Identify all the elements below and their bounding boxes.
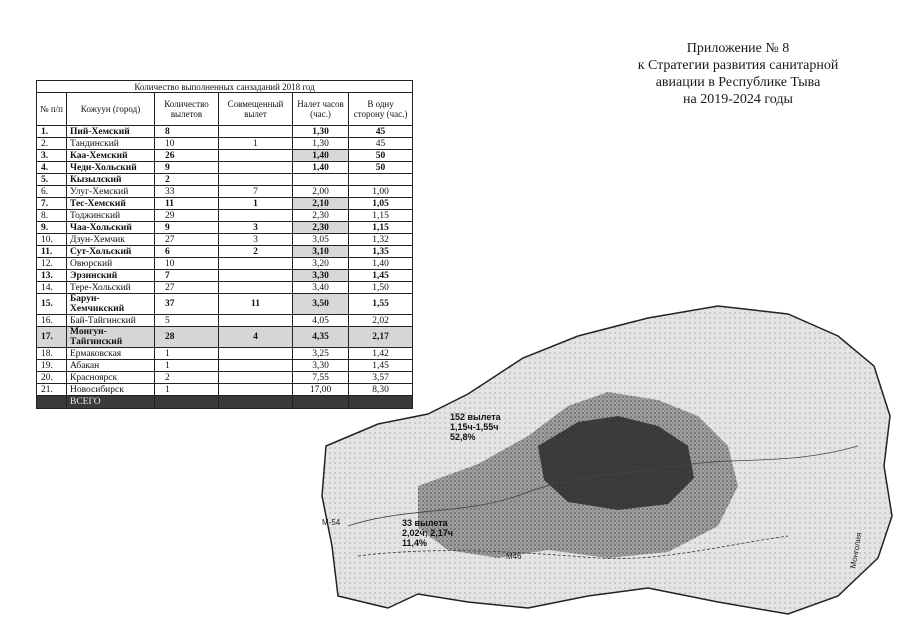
header-num: № п/п bbox=[37, 93, 67, 126]
row-district: Монгун-Тайгинский bbox=[67, 327, 155, 348]
header-one-way: В одну сторону (час.) bbox=[349, 93, 413, 126]
tuva-flight-map bbox=[318, 296, 898, 626]
table-row bbox=[37, 234, 413, 246]
table-row bbox=[37, 222, 413, 234]
row-number: 8. bbox=[37, 210, 67, 222]
row-hours: 1,30 bbox=[293, 126, 349, 138]
row-number: 14. bbox=[37, 282, 67, 294]
row-combined bbox=[219, 210, 293, 222]
table-row bbox=[37, 138, 413, 150]
row-combined bbox=[219, 348, 293, 360]
row-number: 3. bbox=[37, 150, 67, 162]
total-flights bbox=[155, 396, 219, 409]
header-district: Кожуун (город) bbox=[67, 93, 155, 126]
row-flights: 1 bbox=[155, 384, 219, 396]
row-hours: 1,40 bbox=[293, 150, 349, 162]
row-hours: 2,10 bbox=[293, 198, 349, 210]
table-row bbox=[37, 198, 413, 210]
row-one-way: 1,55 bbox=[349, 294, 413, 315]
table-row bbox=[37, 210, 413, 222]
row-hours: 2,30 bbox=[293, 222, 349, 234]
row-district: Кызылский bbox=[67, 174, 155, 186]
row-flights: 1 bbox=[155, 360, 219, 372]
table-row bbox=[37, 162, 413, 174]
row-flights: 6 bbox=[155, 246, 219, 258]
row-number: 20. bbox=[37, 372, 67, 384]
row-hours: 4,35 bbox=[293, 327, 349, 348]
row-district: Чеди-Хольский bbox=[67, 162, 155, 174]
row-number: 18. bbox=[37, 348, 67, 360]
map-drawing bbox=[318, 296, 898, 626]
total-number bbox=[37, 396, 67, 409]
row-number: 12. bbox=[37, 258, 67, 270]
row-flights: 5 bbox=[155, 315, 219, 327]
row-district: Сут-Хольский bbox=[67, 246, 155, 258]
row-flights: 26 bbox=[155, 150, 219, 162]
row-combined bbox=[219, 315, 293, 327]
row-combined: 2 bbox=[219, 246, 293, 258]
row-combined: 3 bbox=[219, 234, 293, 246]
row-combined bbox=[219, 174, 293, 186]
row-district: Чаа-Хольский bbox=[67, 222, 155, 234]
appendix-line-3: авиации в Республике Тыва bbox=[655, 75, 821, 90]
row-one-way: 1,42 bbox=[349, 348, 413, 360]
row-one-way: 1,35 bbox=[349, 246, 413, 258]
row-combined bbox=[219, 162, 293, 174]
row-one-way: 8,30 bbox=[349, 384, 413, 396]
row-district: Тоджинский bbox=[67, 210, 155, 222]
row-one-way: 45 bbox=[349, 138, 413, 150]
row-flights: 9 bbox=[155, 162, 219, 174]
row-number: 16. bbox=[37, 315, 67, 327]
row-combined: 1 bbox=[219, 198, 293, 210]
row-combined bbox=[219, 150, 293, 162]
row-one-way: 1,40 bbox=[349, 258, 413, 270]
row-district: Эрзинский bbox=[67, 270, 155, 282]
row-combined bbox=[219, 384, 293, 396]
row-district: Тес-Хемский bbox=[67, 198, 155, 210]
row-one-way: 2,02 bbox=[349, 315, 413, 327]
row-number: 17. bbox=[37, 327, 67, 348]
table-row bbox=[37, 150, 413, 162]
row-one-way: 50 bbox=[349, 162, 413, 174]
row-flights: 37 bbox=[155, 294, 219, 315]
table-row bbox=[37, 246, 413, 258]
row-hours: 3,40 bbox=[293, 282, 349, 294]
row-one-way: 50 bbox=[349, 150, 413, 162]
row-district: Барун-Хемчикский bbox=[67, 294, 155, 315]
row-one-way: 45 bbox=[349, 126, 413, 138]
row-hours: 2,00 bbox=[293, 186, 349, 198]
table-caption: Количество выполненных санзаданий 2018 год bbox=[37, 81, 413, 93]
row-one-way: 3,57 bbox=[349, 372, 413, 384]
row-hours: 3,05 bbox=[293, 234, 349, 246]
row-combined: 11 bbox=[219, 294, 293, 315]
row-combined bbox=[219, 270, 293, 282]
row-flights: 10 bbox=[155, 258, 219, 270]
road-label-south: М46 bbox=[506, 552, 522, 561]
row-hours: 4,05 bbox=[293, 315, 349, 327]
row-hours: 3,10 bbox=[293, 246, 349, 258]
appendix-heading bbox=[588, 40, 888, 108]
row-flights: 33 bbox=[155, 186, 219, 198]
row-one-way: 1,32 bbox=[349, 234, 413, 246]
row-number: 6. bbox=[37, 186, 67, 198]
row-district: Красноярск bbox=[67, 372, 155, 384]
row-district: Пий-Хемский bbox=[67, 126, 155, 138]
row-one-way bbox=[349, 174, 413, 186]
total-district: ВСЕГО bbox=[67, 396, 155, 409]
row-number: 7. bbox=[37, 198, 67, 210]
row-one-way: 1,45 bbox=[349, 360, 413, 372]
table-row bbox=[37, 258, 413, 270]
map-label-east-share: 52,8% bbox=[450, 432, 476, 442]
row-one-way: 2,17 bbox=[349, 327, 413, 348]
table-row bbox=[37, 174, 413, 186]
row-one-way: 1,00 bbox=[349, 186, 413, 198]
row-flights: 11 bbox=[155, 198, 219, 210]
row-number: 5. bbox=[37, 174, 67, 186]
map-label-east bbox=[450, 412, 501, 442]
country-label: Монголия bbox=[848, 531, 864, 570]
row-one-way: 1,45 bbox=[349, 270, 413, 282]
row-number: 1. bbox=[37, 126, 67, 138]
table-row bbox=[37, 270, 413, 282]
row-combined: 1 bbox=[219, 138, 293, 150]
row-one-way: 1,15 bbox=[349, 222, 413, 234]
row-hours: 3,25 bbox=[293, 348, 349, 360]
row-combined bbox=[219, 258, 293, 270]
row-number: 11. bbox=[37, 246, 67, 258]
row-flights: 27 bbox=[155, 282, 219, 294]
row-one-way: 1,50 bbox=[349, 282, 413, 294]
row-combined: 3 bbox=[219, 222, 293, 234]
map-label-west-time: 2,02ч; 2,17ч bbox=[402, 528, 453, 538]
row-district: Новосибирск bbox=[67, 384, 155, 396]
appendix-line-1: Приложение № 8 bbox=[686, 41, 790, 56]
row-hours: 2,30 bbox=[293, 210, 349, 222]
row-number: 13. bbox=[37, 270, 67, 282]
row-combined bbox=[219, 126, 293, 138]
row-hours: 1,40 bbox=[293, 162, 349, 174]
row-hours: 3,30 bbox=[293, 360, 349, 372]
row-flights: 8 bbox=[155, 126, 219, 138]
row-district: Ермаковская bbox=[67, 348, 155, 360]
row-district: Овюрский bbox=[67, 258, 155, 270]
road-label-west: М-54 bbox=[322, 518, 341, 527]
row-hours bbox=[293, 174, 349, 186]
header-hours: Налет часов (час.) bbox=[293, 93, 349, 126]
row-one-way: 1,15 bbox=[349, 210, 413, 222]
row-flights: 2 bbox=[155, 372, 219, 384]
header-flights: Количество вылетов bbox=[155, 93, 219, 126]
row-number: 19. bbox=[37, 360, 67, 372]
row-number: 9. bbox=[37, 222, 67, 234]
row-combined: 7 bbox=[219, 186, 293, 198]
row-district: Дзун-Хемчик bbox=[67, 234, 155, 246]
row-number: 4. bbox=[37, 162, 67, 174]
map-label-east-count: 152 вылета bbox=[450, 412, 501, 422]
total-combined bbox=[219, 396, 293, 409]
row-hours: 3,20 bbox=[293, 258, 349, 270]
row-hours: 3,50 bbox=[293, 294, 349, 315]
map-label-west bbox=[402, 518, 453, 548]
row-district: Бай-Тайгинский bbox=[67, 315, 155, 327]
row-flights: 29 bbox=[155, 210, 219, 222]
table-row bbox=[37, 186, 413, 198]
row-hours: 17,00 bbox=[293, 384, 349, 396]
row-number: 21. bbox=[37, 384, 67, 396]
header-combined: Совмещенный вылет bbox=[219, 93, 293, 126]
row-combined: 4 bbox=[219, 327, 293, 348]
row-flights: 27 bbox=[155, 234, 219, 246]
row-number: 15. bbox=[37, 294, 67, 315]
row-flights: 7 bbox=[155, 270, 219, 282]
row-hours: 3,30 bbox=[293, 270, 349, 282]
map-label-west-count: 33 вылета bbox=[402, 518, 448, 528]
table-row bbox=[37, 282, 413, 294]
appendix-line-4: на 2019-2024 годы bbox=[683, 92, 793, 107]
row-flights: 1 bbox=[155, 348, 219, 360]
row-district: Улуг-Хемский bbox=[67, 186, 155, 198]
row-district: Абакан bbox=[67, 360, 155, 372]
row-one-way: 1,05 bbox=[349, 198, 413, 210]
row-district: Тандинский bbox=[67, 138, 155, 150]
row-hours: 7,55 bbox=[293, 372, 349, 384]
row-combined bbox=[219, 282, 293, 294]
appendix-line-2: к Стратегии развития санитарной bbox=[637, 58, 839, 73]
table-row bbox=[37, 126, 413, 138]
row-number: 10. bbox=[37, 234, 67, 246]
row-number: 2. bbox=[37, 138, 67, 150]
row-flights: 2 bbox=[155, 174, 219, 186]
row-flights: 9 bbox=[155, 222, 219, 234]
map-label-east-time: 1,15ч-1,55ч bbox=[450, 422, 499, 432]
row-flights: 28 bbox=[155, 327, 219, 348]
map-label-west-share: 11,4% bbox=[402, 538, 428, 548]
row-hours: 1,30 bbox=[293, 138, 349, 150]
row-combined bbox=[219, 372, 293, 384]
row-district: Каа-Хемский bbox=[67, 150, 155, 162]
row-district: Тере-Хольский bbox=[67, 282, 155, 294]
row-flights: 10 bbox=[155, 138, 219, 150]
row-combined bbox=[219, 360, 293, 372]
